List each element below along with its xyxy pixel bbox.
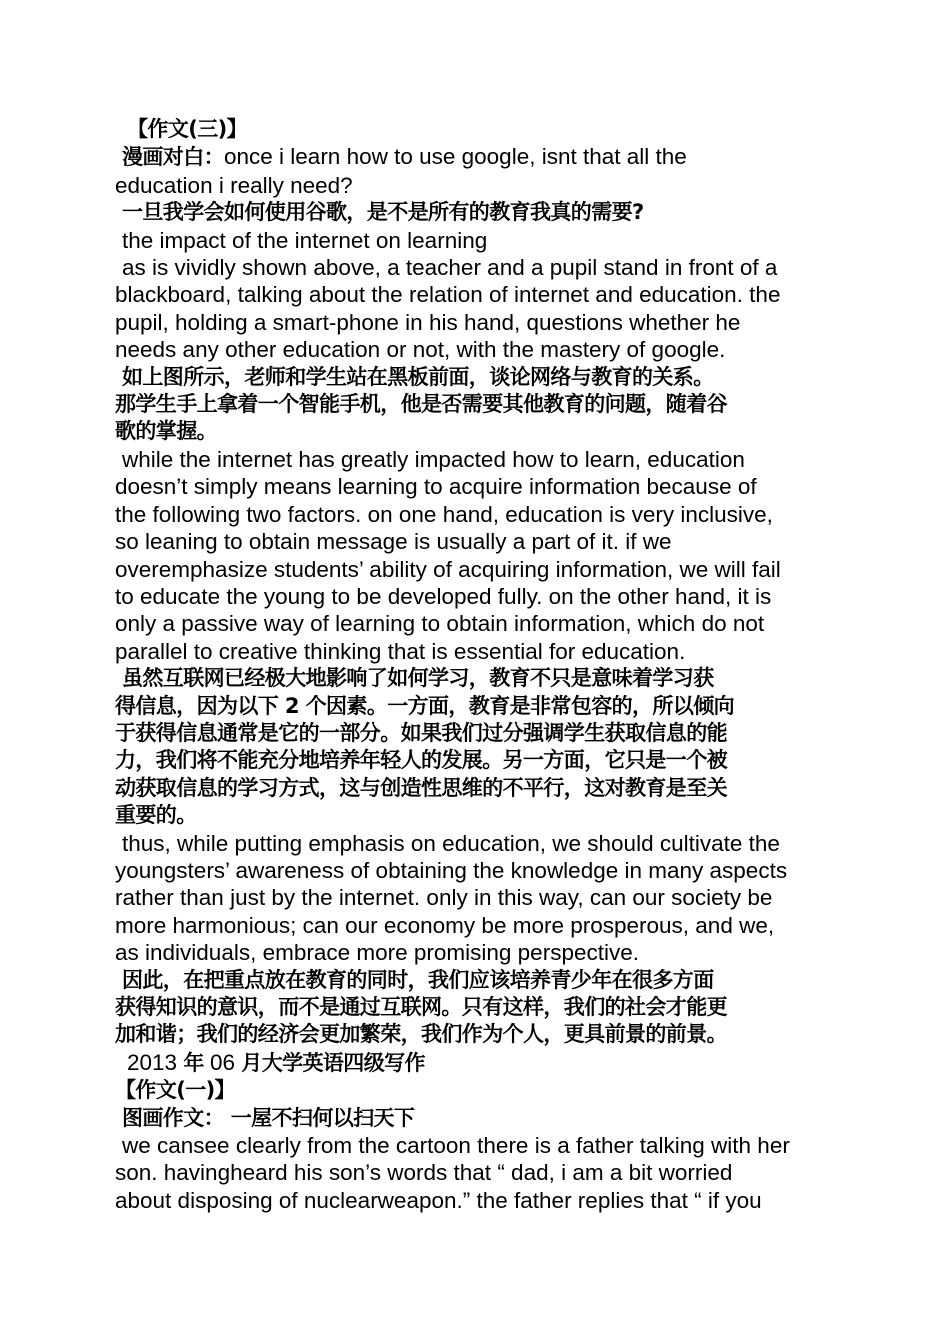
essay3-caption-zh: 一旦我学会如何使用谷歌，是不是所有的教育我真的需要?	[122, 200, 644, 225]
essay1-p1-line: we cansee clearly from the cartoon there is a father talking with her	[122, 1133, 790, 1159]
essay3-p2-zh-line: 力，我们将不能充分地培养年轻人的发展。另一方面，它只是一个被	[115, 748, 727, 773]
section-title-rest: 月大学英语四级写作	[241, 1050, 425, 1075]
essay3-p3-zh-line: 获得知识的意识，而不是通过互联网。只有这样，我们的社会才能更	[115, 995, 727, 1019]
essay3-p3-zh-line: 加和谐；我们的经济会更加繁荣，我们作为个人，更具前景的前景。	[115, 1022, 727, 1047]
essay3-p2-line: so leaning to obtain message is usually a part of it. if we	[115, 529, 672, 555]
essay3-caption-label: 漫画对白：	[122, 145, 224, 170]
essay1-caption	[115, 1105, 840, 1132]
essay3-heading: 【作文(三)】	[127, 117, 247, 141]
essay3-p3-line: thus, while putting emphasis on education, we should cultivate the	[122, 830, 780, 856]
essay3-caption	[115, 143, 840, 171]
essay3-p1-line: pupil, holding a smart-phone in his hand, questions whether he	[115, 309, 741, 335]
document-body	[115, 116, 840, 1214]
essay1-p1-line: about disposing of nuclearweapon.” the father replies that “ if you	[115, 1187, 762, 1213]
essay3-p2-line: overemphasize students’ ability of acquiring information, we will fail	[115, 556, 781, 582]
essay3-p3-line: rather than just by the internet. only in this way, can our society be	[115, 885, 773, 911]
essay1-p1-line: son. havingheard his son’s words that “ dad, i am a bit worried	[115, 1160, 733, 1186]
essay3-p1-line: needs any other education or not, with the mastery of google.	[115, 337, 726, 363]
essay3-p2-line: to educate the young to be developed fully. on the other hand, it is	[115, 583, 772, 609]
essay1-caption-zh: 一屋不扫何以扫天下	[230, 1105, 415, 1130]
essay3-p1-line: blackboard, talking about the relation of internet and education. the	[115, 282, 781, 308]
essay3-p2-line: the following two factors. on one hand, education is very inclusive,	[115, 501, 773, 527]
essay3-p1-line: as is vividly shown above, a teacher and a pupil stand in front of a	[122, 255, 778, 281]
essay3-p2-zh-line: 虽然互联网已经极大地影响了如何学习，教育不只是意味着学习获	[122, 666, 714, 691]
essay3-caption-text-2: education i really need?	[115, 172, 353, 198]
essay3-p2-zh-line: 于获得信息通常是它的一部分。如果我们过分强调学生获取信息的能	[115, 720, 727, 745]
essay1-heading: 【作文(一)】	[115, 1078, 235, 1103]
essay3-p3-zh-line: 因此，在把重点放在教育的同时，我们应该培养青少年在很多方面	[122, 967, 714, 992]
essay3-p3-line: as individuals, embrace more promising perspective.	[115, 940, 639, 966]
essay3-p3-line: more harmonious; can our economy be more prosperous, and we,	[115, 912, 775, 938]
section-year: 2013	[127, 1049, 178, 1075]
essay3-p1-zh-line: 如上图所示，老师和学生站在黑板前面，谈论网络与教育的关系。	[122, 364, 714, 389]
essay3-p2-line: while the internet has greatly impacted how to learn, education	[122, 446, 745, 472]
essay3-p3-line: youngsters’ awareness of obtaining the knowledge in many aspects	[115, 857, 788, 883]
essay3-p1-zh-line: 那学生手上拿着一个智能手机，他是否需要其他教育的问题，随着谷	[115, 392, 727, 417]
essay3-p2-zh-line: 动获取信息的学习方式，这与创造性思维的不平行，这对教育是至关	[115, 775, 727, 800]
essay3-p2-zh-line: 重要的。	[115, 803, 197, 828]
essay3-title: the impact of the internet on learning	[122, 227, 488, 253]
section-2013-heading	[115, 1049, 840, 1077]
essay3-p2-line: parallel to creative thinking that is essential for education.	[115, 638, 686, 664]
essay3-p1-zh-line: 歌的掌握。	[115, 419, 217, 444]
section-month: 06	[210, 1049, 236, 1075]
essay1-caption-label: 图画作文：	[122, 1105, 224, 1130]
essay3-p2-zh-line: 得信息，因为以下 2 个因素。一方面，教育是非常包容的，所以倾向	[115, 693, 735, 718]
section-year-unit: 年	[183, 1050, 204, 1075]
essay3-caption-text: once i learn how to use google, isnt that all the	[224, 144, 687, 170]
essay3-p2-line: only a passive way of learning to obtain information, which do not	[115, 611, 765, 637]
essay3-p2-line: doesn’t simply means learning to acquire information because of	[115, 474, 757, 500]
